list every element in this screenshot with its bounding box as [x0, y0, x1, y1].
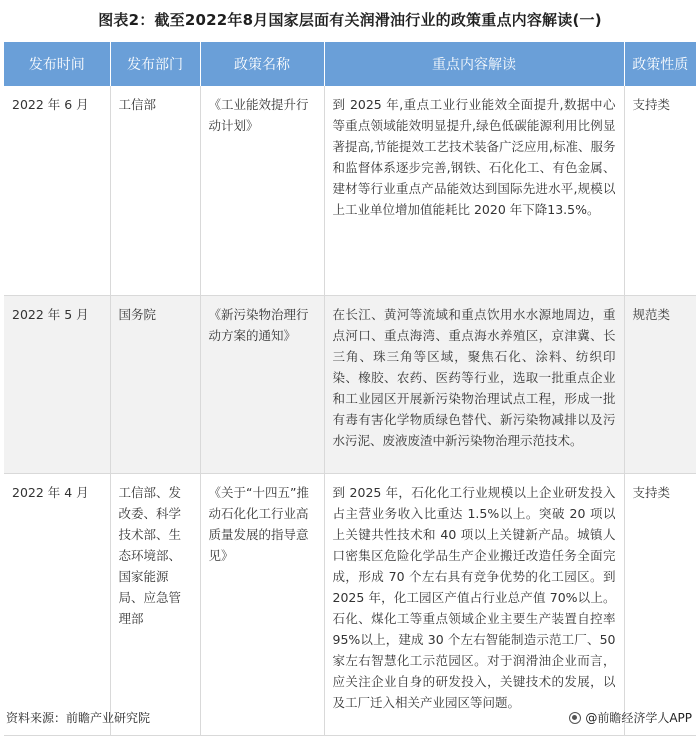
header-date: 发布时间 — [4, 42, 110, 86]
table-row — [4, 473, 696, 735]
brand-logo-icon — [569, 712, 581, 724]
table-row — [4, 295, 696, 473]
cell-content: 到 2025 年,重点工业行业能效全面提升,数据中心等重点领域能效明显提升,绿色低碳能源利用比例显著提高,节能提效工艺技术装备广泛应用,标准、服务和监督体系逐步完善,钢铁、石化化工、有色金属、建材等行业重点产品能效达到国际先进水平,规模以上工业单位增加值能耗比 2020 年下降13.5%。 — [324, 86, 624, 295]
cell-nature: 支持类 — [624, 473, 696, 735]
cell-date: 2022 年 5 月 — [4, 295, 110, 473]
table-row — [4, 86, 696, 295]
chart-title: 图表2：截至2022年8月国家层面有关润滑油行业的政策重点内容解读(一) — [98, 11, 602, 29]
header-dept: 发布部门 — [110, 42, 200, 86]
source-note: 资料来源：前瞻产业研究院 — [6, 711, 151, 725]
cell-dept: 工信部 — [110, 86, 200, 295]
brand-label: @前瞻经济学人APP — [585, 711, 692, 725]
footer — [6, 708, 692, 728]
cell-date: 2022 年 6 月 — [4, 86, 110, 295]
cell-nature: 支持类 — [624, 86, 696, 295]
cell-content: 在长江、黄河等流域和重点饮用水水源地周边，重点河口、重点海湾、重点海水养殖区，京津冀、长三角、珠三角等区域，聚焦石化、涂料、纺织印染、橡胶、农药、医药等行业，选取一批重点企业和工业园区开展新污染物治理试点工程，形成一批有毒有害化学物质绿色替代、新污染物减排以及污水污泥、废液废渣中新污染物治理示范技术。 — [324, 295, 624, 473]
cell-content: 到 2025 年，石化化工行业规模以上企业研发投入占主营业务收入比重达 1.5%以上。突破 20 项以上关键共性技术和 40 项以上关键新产品。城镇人口密集区危险化学品生产企业搬迁改造任务全面完成，形成 70 个左右具有竞争优势的化工园区。到2025 年，化工园区产值占行业总产值 70%以上。石化、煤化工等重点领域企业主要生产装置自控率95%以上，建成 30 个左右智能制造示范工厂、50家左右智慧化工示范园区。对于润滑油企业而言，应关注企业自身的研发投入，关键技术的发展，以及工厂迁入相关产业园区等问题。 — [324, 473, 624, 735]
cell-policy-name: 《关于“十四五”推动石化化工行业高质量发展的指导意见》 — [200, 473, 324, 735]
cell-dept: 工信部、发改委、科学技术部、生态环境部、国家能源局、应急管理部 — [110, 473, 200, 735]
header-nature: 政策性质 — [624, 42, 696, 86]
table-header-row — [4, 42, 696, 86]
cell-nature: 规范类 — [624, 295, 696, 473]
cell-date: 2022 年 4 月 — [4, 473, 110, 735]
header-policy-name: 政策名称 — [200, 42, 324, 86]
policy-table — [4, 42, 696, 736]
cell-policy-name: 《新污染物治理行动方案的通知》 — [200, 295, 324, 473]
header-content: 重点内容解读 — [324, 42, 624, 86]
brand-credit — [569, 708, 692, 728]
cell-dept: 国务院 — [110, 295, 200, 473]
cell-policy-name: 《工业能效提升行动计划》 — [200, 86, 324, 295]
